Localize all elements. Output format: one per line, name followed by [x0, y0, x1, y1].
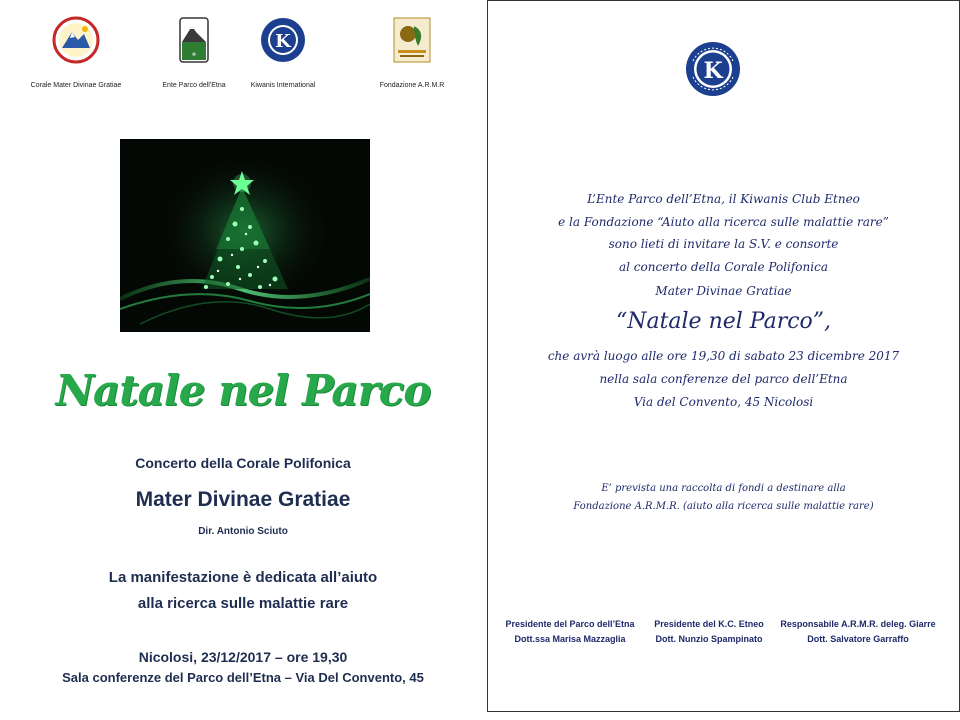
kiwanis-logo: [223, 16, 343, 89]
fundraising-line: Fondazione A.R.M.R. (aiuto alla ricerca sulle malattie rare): [573, 501, 874, 512]
details-line: nella sala conferenze del parco dell’Etna: [599, 372, 848, 386]
signature-role: Responsabile A.R.M.R. deleg. Giarre: [780, 619, 936, 629]
signature-role: Presidente del Parco dell’Etna: [505, 619, 635, 629]
event-title: Natale nel Parco: [55, 366, 431, 415]
kiwanis-logo-icon: [259, 16, 307, 64]
invitation-page: [487, 0, 960, 712]
logo-row: [0, 16, 486, 96]
etna-park-logo-icon: [170, 16, 218, 64]
choir-logo: [16, 16, 136, 89]
kiwanis-logo-icon: [685, 41, 741, 97]
logo-caption: Kiwanis International: [250, 82, 316, 89]
invitation-line: al concerto della Corale Polifonica: [619, 260, 828, 274]
venue-line: Sala conferenze del Parco dell’Etna – Via Del Convento, 45: [62, 670, 424, 685]
signature-name: Dott. Salvatore Garraffo: [807, 634, 909, 644]
signature-park-president: [490, 619, 650, 644]
concert-line: Concerto della Corale Polifonica: [135, 455, 351, 471]
signature-name: Dott.ssa Marisa Mazzaglia: [514, 634, 626, 644]
armr-logo-icon: [388, 16, 436, 64]
choir-logo-icon: [52, 16, 100, 64]
details-line: che avrà luogo alle ore 19,30 di sabato 23 dicembre 2017: [547, 349, 900, 363]
logo-caption: Ente Parco dell'Etna: [162, 82, 226, 89]
svg-text:K: K: [703, 58, 723, 84]
svg-text:K: K: [275, 31, 291, 52]
details-line: Via del Convento, 45 Nicolosi: [633, 395, 814, 409]
christmas-tree-icon: [120, 139, 370, 332]
fundraising-line: E’ prevista una raccolta di fondi a destinare alla: [601, 483, 846, 494]
invitation-line: sono lieti di invitare la S.V. e consorte: [608, 237, 839, 251]
director-line: Dir. Antonio Sciuto: [198, 526, 288, 537]
svg-text:❄: ❄: [191, 52, 197, 58]
choir-name: Mater Divinae Gratiae: [135, 488, 351, 511]
logo-caption: Corale Mater Divinae Gratiae: [30, 82, 122, 89]
signature-name: Dott. Nunzio Spampinato: [655, 634, 763, 644]
christmas-tree-image: [120, 139, 370, 332]
date-line: Nicolosi, 23/12/2017 – ore 19,30: [138, 649, 348, 665]
invitation-line: Mater Divinae Gratiae: [655, 284, 792, 298]
dedication-line-1: La manifestazione è dedicata all’aiuto: [108, 569, 378, 586]
invitation-line: L’Ente Parco dell’Etna, il Kiwanis Club Etneo: [587, 192, 860, 206]
invitation-title: “Natale nel Parco”,: [615, 309, 832, 334]
logo-caption: Fondazione A.R.M.R: [379, 82, 445, 89]
armr-logo: [352, 16, 472, 89]
signature-role: Presidente del K.C. Etneo: [654, 619, 764, 629]
signature-kc-president: [629, 619, 789, 644]
dedication-line-2: alla ricerca sulle malattie rare: [137, 595, 349, 612]
invitation-line: e la Fondazione “Aiuto alla ricerca sulle malattie rare”: [558, 215, 889, 229]
signature-armr-delegate: [769, 619, 947, 644]
